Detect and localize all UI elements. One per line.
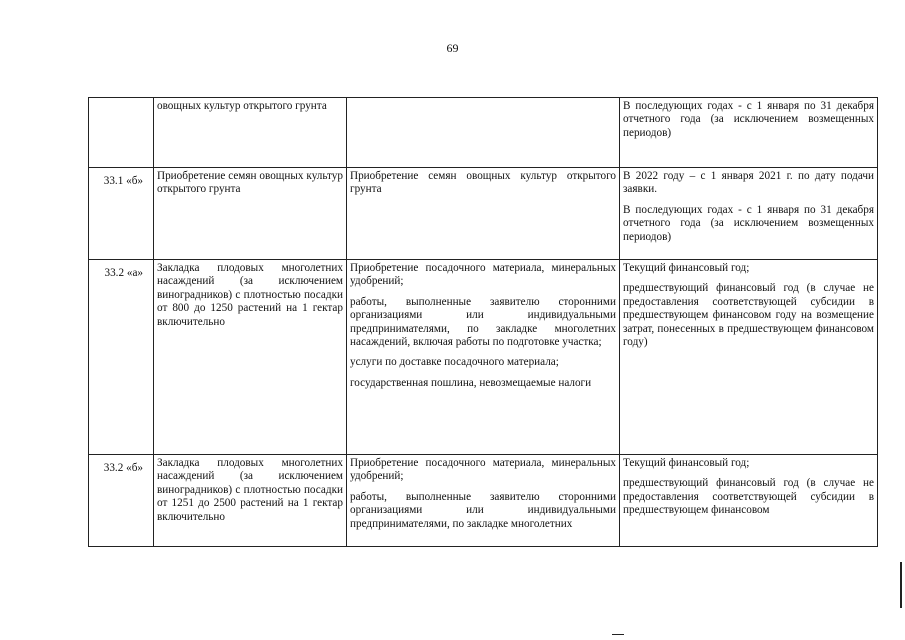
period-text: Текущий финансовый год;	[623, 457, 750, 469]
cost-text: услуги по доставке посадочного материала;	[350, 356, 559, 369]
page-number: 69	[446, 41, 459, 55]
table-row	[89, 98, 878, 168]
row-number: 33.2 «б»	[89, 455, 154, 547]
periods-cell	[620, 98, 878, 168]
costs-cell	[347, 168, 620, 260]
period-text: Текущий финансовый год;	[623, 262, 750, 274]
period-text: предшествующий финансовый год (в случае не предоставления соответствующей субсидии в предшествующем финансовом	[623, 477, 874, 517]
cost-text: Приобретение посадочного материала, минеральных удобрений;	[350, 262, 616, 288]
table-row	[89, 455, 878, 547]
direction-text: Приобретение семян овощных культур открытого грунта	[157, 170, 343, 196]
direction-text: овощных культур открытого грунта	[157, 100, 327, 112]
direction-name	[154, 168, 347, 260]
row-number	[89, 98, 154, 168]
cost-text: Приобретение посадочного материала, минеральных удобрений;	[350, 457, 616, 483]
table-row	[89, 260, 878, 455]
costs-cell	[347, 260, 620, 455]
subsidy-table	[88, 97, 878, 547]
cost-text: государственная пошлина, невозмещаемые налоги	[350, 376, 592, 389]
costs-cell	[347, 98, 620, 168]
direction-name	[154, 455, 347, 547]
direction-text: Закладка плодовых многолетних насаждений (за исключением виноградников) с плотностью посадки от 1251 до 2500 растений на 1 гектар включительно	[157, 457, 343, 523]
cost-text: работы, выполненные заявителю сторонними организациями или индивидуальными предпринимателями, по закладке многолетних насаждений, включая работы по подготовке участка;	[350, 295, 616, 349]
costs-cell	[347, 455, 620, 547]
cost-text: Приобретение семян овощных культур открытого грунта	[350, 170, 616, 196]
periods-cell	[620, 455, 878, 547]
row-number: 33.2 «а»	[89, 260, 154, 455]
scan-edge-mark	[612, 634, 624, 635]
row-number: 33.1 «б»	[89, 168, 154, 260]
direction-name	[154, 98, 347, 168]
period-text: предшествующий финансовый год (в случае не предоставления соответствующей субсидии в предшествующем финансовом году на возмещение затрат, понесенных в предшествующем финансовом году)	[623, 282, 874, 349]
period-text: В последующих годах - с 1 января по 31 декабря отчетного года (за исключением возмещенных периодов)	[623, 100, 874, 139]
periods-cell	[620, 168, 878, 260]
direction-text: Закладка плодовых многолетних насаждений (за исключением виноградников) с плотностью посадки от 800 до 1250 растений на 1 гектар включительно	[157, 262, 343, 328]
scan-edge-mark	[900, 562, 902, 608]
table-row	[89, 168, 878, 260]
direction-name	[154, 260, 347, 455]
cost-text: работы, выполненные заявителю сторонними организациями или индивидуальными предпринимателями, по закладке многолетних	[350, 490, 616, 530]
period-text: В последующих годах - с 1 января по 31 декабря отчетного года (за исключением возмещенных периодов)	[623, 203, 874, 243]
period-text: В 2022 году – с 1 января 2021 г. по дату подачи заявки.	[623, 170, 874, 196]
periods-cell	[620, 260, 878, 455]
